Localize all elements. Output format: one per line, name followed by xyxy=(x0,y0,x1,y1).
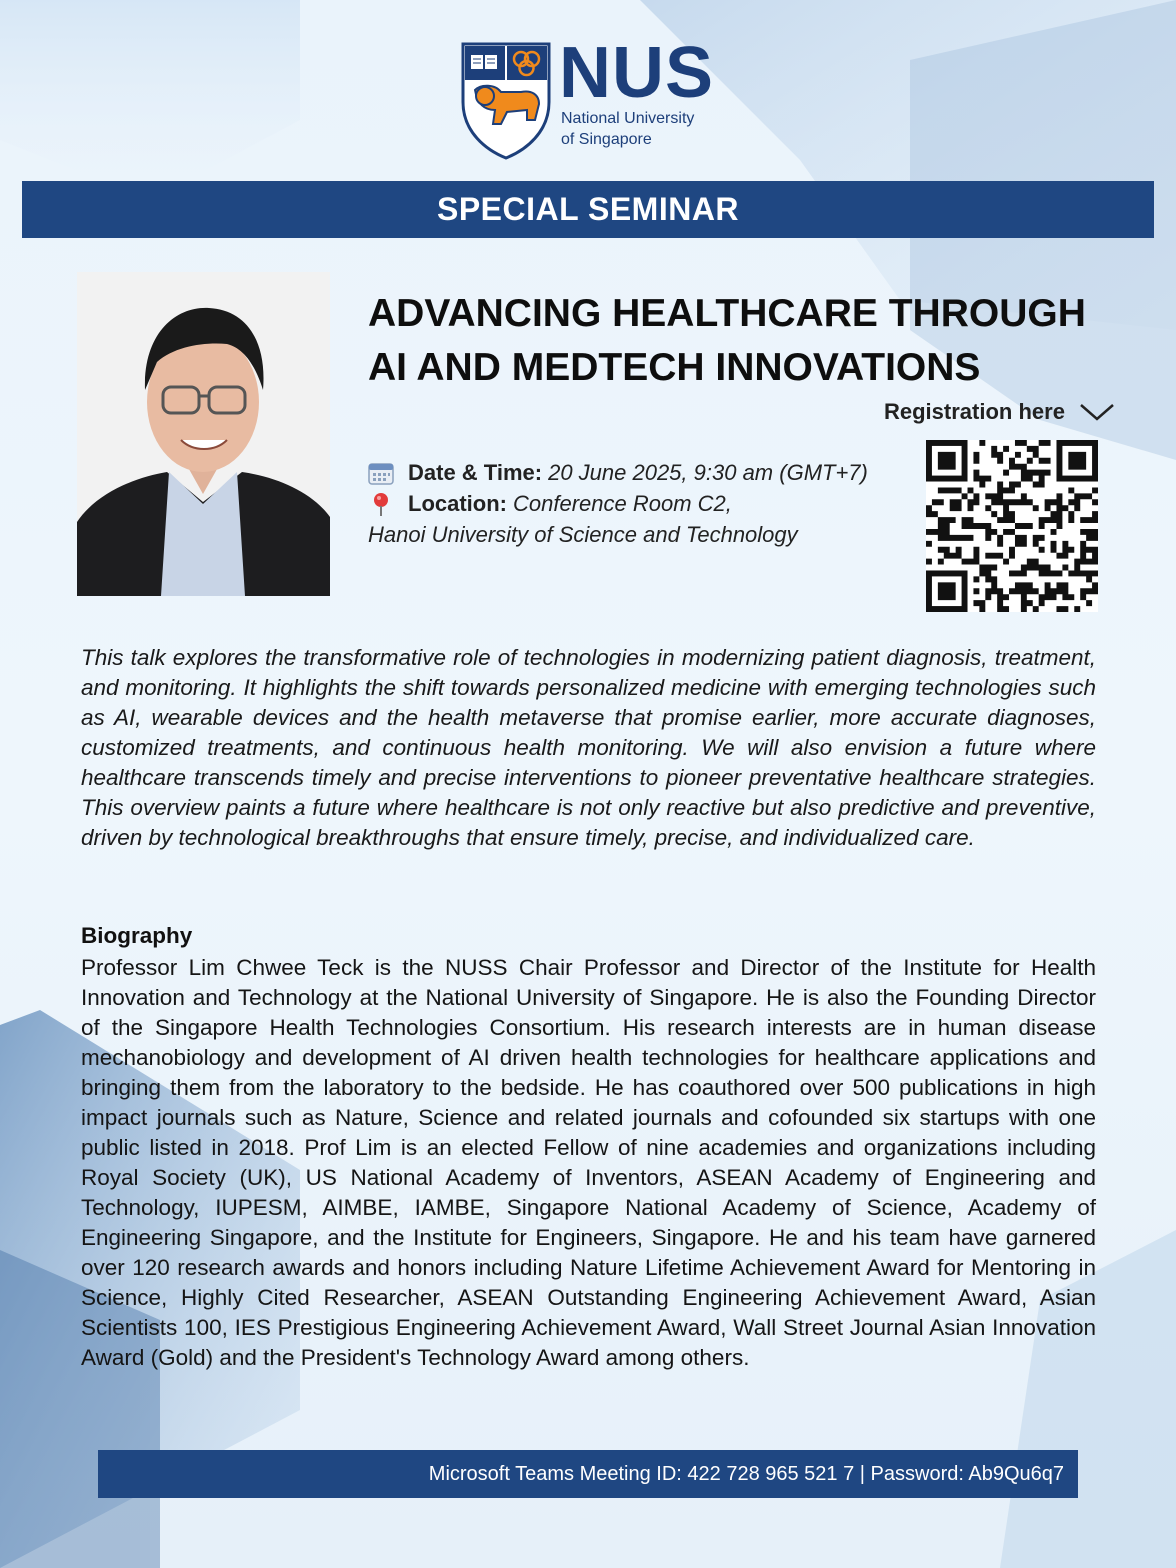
banner-label: SPECIAL SEMINAR xyxy=(436,191,740,227)
registration-link[interactable] xyxy=(884,399,1115,425)
meeting-info-bar xyxy=(98,1450,1078,1498)
abstract-text: This talk explores the transformative role of technologies in modernizing patient diagnosis, treatment, and monitoring. It highlights the shift towards personalized medicine with emerging technologies such as AI, wearable devices and the health metaverse that promise earlier, more accurate diagnoses, customized treatments, and continuous health monitoring. We will also envision a future where healthcare transcends timely and precise interventions to pioneer preventative healthcare strategies. This overview paints a future where healthcare is not only reactive but also predictive and preventive, driven by technological breakthroughs that ensure timely, precise, and individualized care. xyxy=(81,645,1096,850)
location-value: Conference Room C2, xyxy=(513,491,732,516)
location-row xyxy=(368,488,928,519)
logo-acronym: NUS xyxy=(559,33,715,113)
logo-name xyxy=(561,108,694,150)
date-value: 20 June 2025, 9:30 am (GMT+7) xyxy=(548,460,868,485)
speaker-photo xyxy=(77,272,330,596)
location-label: Location: xyxy=(408,491,507,516)
date-row xyxy=(368,457,928,488)
title-line2: AI AND MEDTECH INNOVATIONS xyxy=(368,346,981,389)
logo-name-line2: of Singapore xyxy=(561,131,652,148)
biography-text: Professor Lim Chwee Teck is the NUSS Chair Professor and Director of the Institute for Health Innovation and Technology at the National University of Singapore. He is also the Founding Director of the Singapore Health Technologies Consortium. His research interests are in human disease mechanobiology and development of AI driven health technologies for healthcare applications and bringing them from the laboratory to the bedside. He has coauthored over 500 publications in high impact journals such as Nature, Science and related journals and cofounded six startups with one public listed in 2018. Prof Lim is an elected Fellow of nine academies and organizations including Royal Society (UK), US National Academy of Inventors, ASEAN Academy of Engineering and Technology, IUPESM, AIMBE, IAMBE, Singapore National Academy of Science, Academy of Engineering Singapore, and the Institute for Engineers, Singapore. He and his team have garnered over 120 research awards and honors including Nature Lifetime Achievement Award for Mentoring in Science, Highly Cited Researcher, ASEAN Outstanding Engineering Achievement Award, Asian Scientists 100, IES Prestigious Engineering Achievement Award, Wall Street Journal Asian Innovation Award (Gold) and the President's Technology Award among others. xyxy=(81,955,1096,1370)
location-row-2 xyxy=(368,519,928,550)
seminar-banner xyxy=(22,181,1154,238)
qr-finder-2 xyxy=(1059,443,1095,479)
registration-label: Registration here xyxy=(884,399,1065,424)
event-details xyxy=(368,457,928,550)
meeting-info: Microsoft Teams Meeting ID: 422 728 965 521 7 | Password: Ab9Qu6q7 xyxy=(428,1462,1064,1485)
seminar-title xyxy=(368,287,1148,395)
qr-finder-1 xyxy=(929,443,965,479)
biography-heading: Biography xyxy=(81,923,193,948)
map-pin-icon xyxy=(368,492,394,516)
logo-name-line1: National University xyxy=(561,110,695,127)
nus-logo xyxy=(461,33,721,162)
location-value-2: Hanoi University of Science and Technology xyxy=(368,522,798,547)
title-line1: ADVANCING HEALTHCARE THROUGH xyxy=(368,292,1086,335)
date-label: Date & Time: xyxy=(408,460,543,485)
nus-crest-icon xyxy=(461,42,551,160)
calendar-icon xyxy=(368,461,394,485)
qr-finder-3 xyxy=(929,573,965,609)
qr-code-icon xyxy=(926,440,1098,612)
chevron-down-icon xyxy=(1079,402,1115,422)
speaker-portrait-icon xyxy=(77,272,330,596)
registration-qr-code[interactable] xyxy=(926,440,1098,612)
